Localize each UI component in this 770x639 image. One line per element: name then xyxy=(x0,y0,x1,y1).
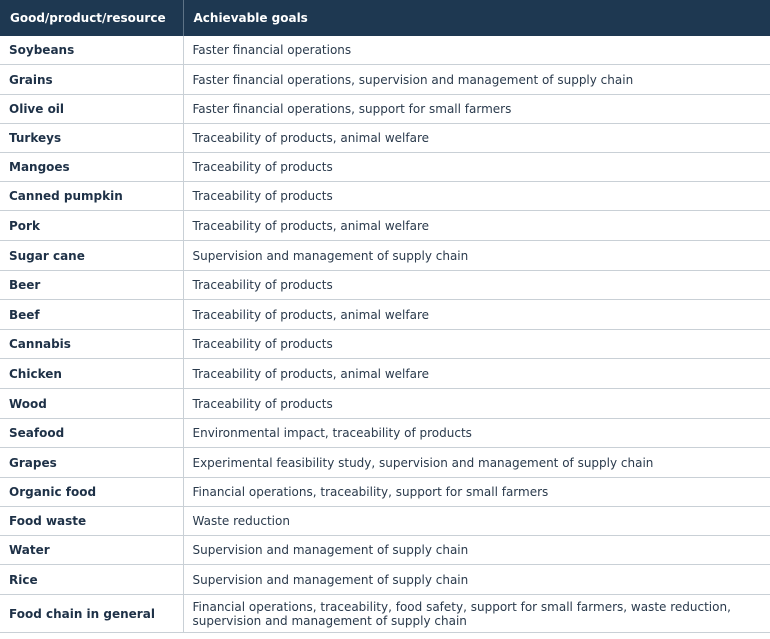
table-row xyxy=(0,95,770,124)
cell-good: Grains xyxy=(0,65,183,95)
cell-goals: Traceability of products xyxy=(183,271,770,300)
cell-good: Mangoes xyxy=(0,153,183,182)
cell-goals: Traceability of products, animal welfare xyxy=(183,359,770,389)
cell-good: Soybeans xyxy=(0,36,183,65)
cell-goals: Experimental feasibility study, supervision and management of supply chain xyxy=(183,448,770,478)
cell-goals: Traceability of products, animal welfare xyxy=(183,211,770,241)
cell-goals: Environmental impact, traceability of products xyxy=(183,419,770,448)
cell-good: Pork xyxy=(0,211,183,241)
cell-goals: Traceability of products xyxy=(183,330,770,359)
cell-goals: Faster financial operations, support for small farmers xyxy=(183,95,770,124)
table-row xyxy=(0,153,770,182)
table-row xyxy=(0,507,770,536)
table-row xyxy=(0,211,770,241)
cell-goals: Traceability of products xyxy=(183,182,770,211)
table-header-row xyxy=(0,0,770,36)
cell-goals: Faster financial operations, supervision and management of supply chain xyxy=(183,65,770,95)
cell-goals: Supervision and management of supply chain xyxy=(183,565,770,595)
cell-good: Beef xyxy=(0,300,183,330)
cell-goals: Faster financial operations xyxy=(183,36,770,65)
cell-goals: Waste reduction xyxy=(183,507,770,536)
table-row xyxy=(0,300,770,330)
cell-good: Cannabis xyxy=(0,330,183,359)
table-row xyxy=(0,241,770,271)
table-row xyxy=(0,389,770,419)
cell-good: Beer xyxy=(0,271,183,300)
cell-goals: Financial operations, traceability, food safety, support for small farmers, waste reduction, supervision and management of supply chain xyxy=(183,595,770,633)
table-body xyxy=(0,36,770,633)
table-row xyxy=(0,419,770,448)
cell-goals: Traceability of products xyxy=(183,389,770,419)
cell-goals: Traceability of products, animal welfare xyxy=(183,124,770,153)
cell-good: Olive oil xyxy=(0,95,183,124)
cell-good: Seafood xyxy=(0,419,183,448)
cell-goals: Supervision and management of supply chain xyxy=(183,241,770,271)
table-row xyxy=(0,536,770,565)
table-row xyxy=(0,182,770,211)
table-row xyxy=(0,448,770,478)
cell-goals: Supervision and management of supply chain xyxy=(183,536,770,565)
cell-good: Food chain in general xyxy=(0,595,183,633)
cell-good: Organic food xyxy=(0,478,183,507)
cell-good: Water xyxy=(0,536,183,565)
table-row xyxy=(0,271,770,300)
header-good: Good/product/resource xyxy=(0,0,183,36)
table-row xyxy=(0,595,770,633)
cell-good: Sugar cane xyxy=(0,241,183,271)
table-row xyxy=(0,36,770,65)
table-row xyxy=(0,565,770,595)
cell-goals: Financial operations, traceability, support for small farmers xyxy=(183,478,770,507)
cell-good: Rice xyxy=(0,565,183,595)
table-row xyxy=(0,359,770,389)
cell-good: Canned pumpkin xyxy=(0,182,183,211)
table-row xyxy=(0,124,770,153)
cell-good: Grapes xyxy=(0,448,183,478)
table-row xyxy=(0,65,770,95)
cell-good: Turkeys xyxy=(0,124,183,153)
cell-good: Chicken xyxy=(0,359,183,389)
table-row xyxy=(0,478,770,507)
header-goals: Achievable goals xyxy=(183,0,770,36)
cell-goals: Traceability of products xyxy=(183,153,770,182)
cell-goals: Traceability of products, animal welfare xyxy=(183,300,770,330)
table-row xyxy=(0,330,770,359)
cell-good: Food waste xyxy=(0,507,183,536)
cell-good: Wood xyxy=(0,389,183,419)
